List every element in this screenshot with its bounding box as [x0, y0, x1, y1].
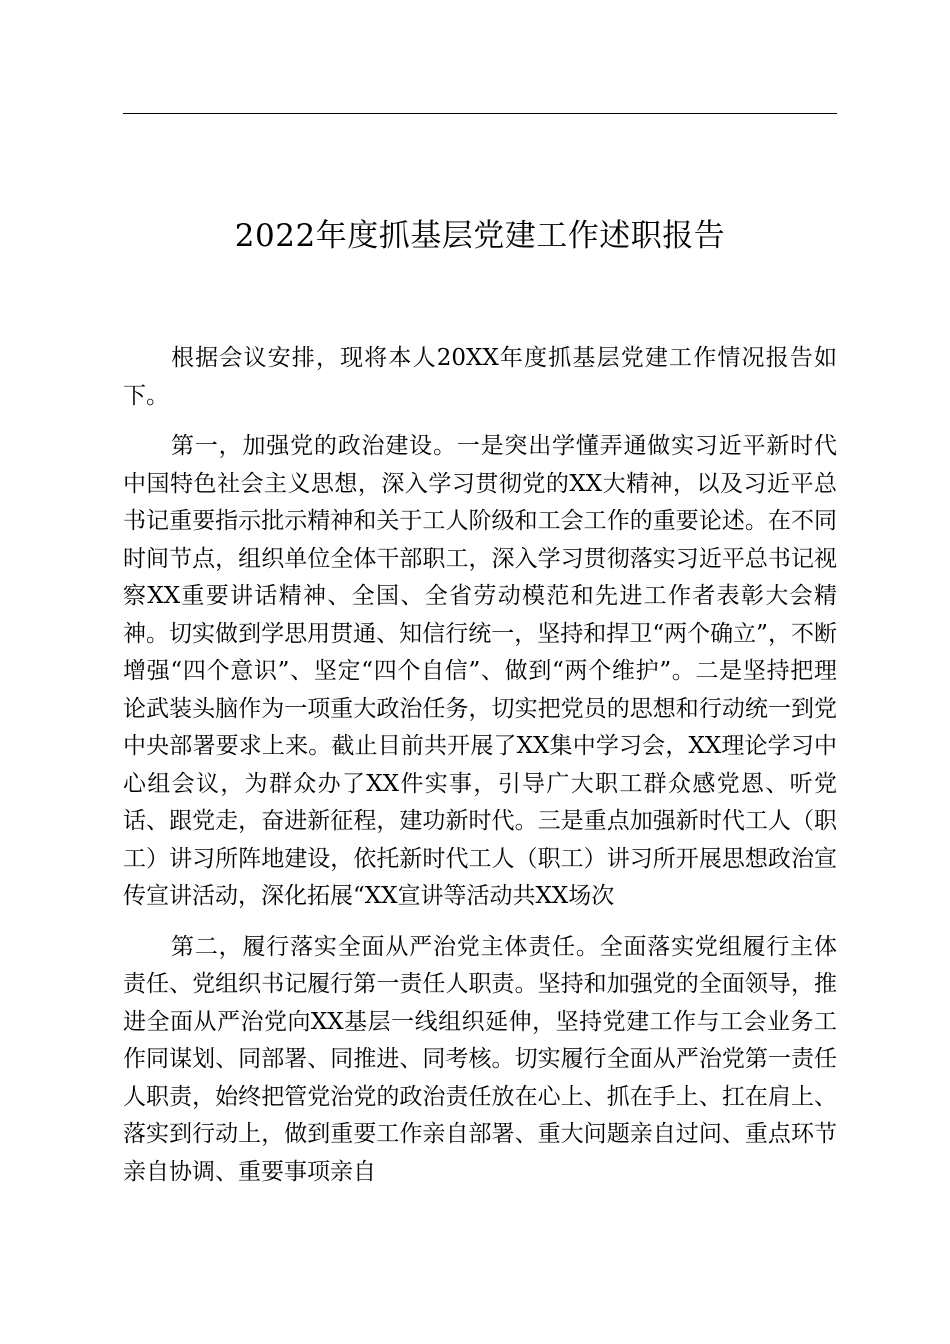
document-title: 2022年度抓基层党建工作述职报告	[234, 218, 726, 254]
header-rule	[123, 113, 837, 114]
paragraph-party-governance: 第二，履行落实全面从严治党主体责任。全面落实党组履行主体责任、党组织书记履行第一责任人职责。坚持和加强党的全面领导，推进全面从严治党向XX基层一线组织延伸，坚持党建工作与工会业务工作同谋划、同部署、同推进、同考核。切实履行全面从严治党第一责任人职责，始终把管党治党的政治责任放在心上、抓在手上、扛在肩上、落实到行动上，做到重要工作亲自部署、重大问题亲自过问、重点环节亲自协调、重要事项亲自	[123, 933, 837, 1185]
document-body	[123, 340, 837, 1204]
paragraph-intro: 根据会议安排，现将本人20XX年度抓基层党建工作情况报告如下。	[123, 345, 837, 409]
paragraph-political-building: 第一，加强党的政治建设。一是突出学懂弄通做实习近平新时代中国特色社会主义思想，深入学习贯彻党的XX大精神，以及习近平总书记重要指示批示精神和关于工人阶级和工会工作的重要论述。在不同时间节点，组织单位全体干部职工，深入学习贯彻落实习近平总书记视察XX重要讲话精神、全国、全省劳动模范和先进工作者表彰大会精神。切实做到学思用贯通、知信行统一，坚持和捍卫“两个确立”，不断增强“四个意识”、坚定“四个自信”、做到“两个维护”。二是坚持把理论武装头脑作为一项重大政治任务，切实把党员的思想和行动统一到党中央部署要求上来。截止目前共开展了XX集中学习会，XX理论学习中心组会议，为群众办了XX件实事，引导广大职工群众感党恩、听党话、跟党走，奋进新征程，建功新时代。三是重点加强新时代工人（职工）讲习所阵地建设，依托新时代工人（职工）讲习所开展思想政治宣传宣讲活动，深化拓展“XX宣讲等活动共XX场次	[123, 433, 837, 909]
